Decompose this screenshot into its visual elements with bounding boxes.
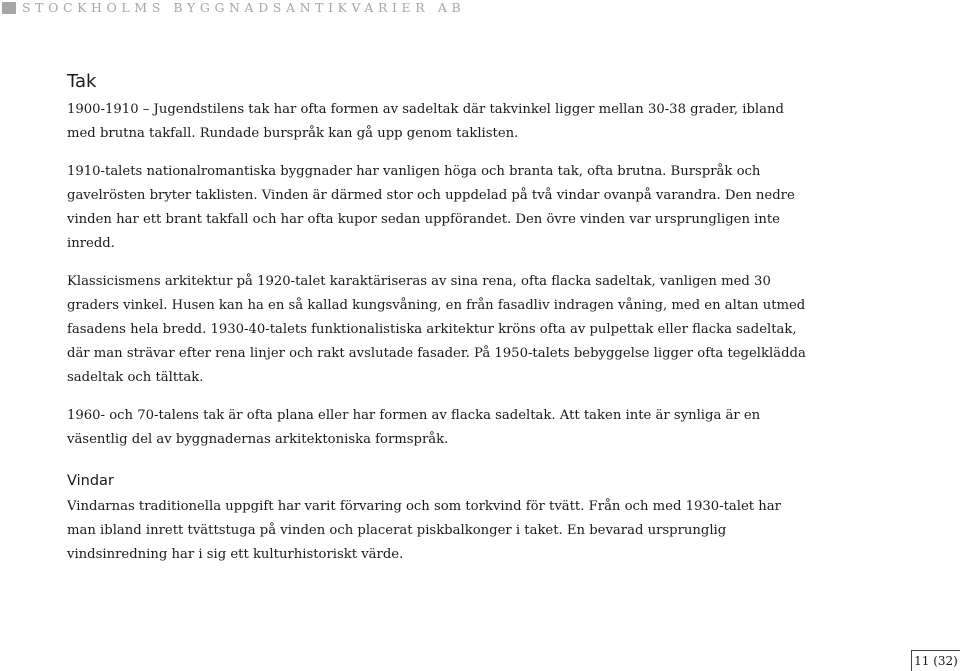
text-line: gavelrösten bryter taklisten. Vinden är därmed stor och uppdelad på två vindar ovanpå varandra. Den nedre — [67, 188, 795, 203]
text-line: 1910-talets nationalromantiska byggnader har vanligen höga och branta tak, ofta brutna. Burspråk och — [67, 164, 761, 179]
paragraph-1960-70 — [67, 404, 761, 452]
page-number: 11 (32) — [911, 650, 960, 671]
paragraph-klassicism — [67, 270, 806, 390]
text-line: sadeltak och tälttak. — [67, 370, 204, 385]
header-square-icon — [2, 2, 16, 14]
text-line: Klassicismens arkitektur på 1920-talet karaktäriseras av sina rena, ofta flacka sadeltak, vanligen med 30 — [67, 274, 771, 289]
document-body — [67, 70, 806, 567]
section-title-tak: Tak — [67, 71, 97, 92]
text-line: 1900-1910 – Jugendstilens tak har ofta formen av sadeltak där takvinkel ligger mellan 30-38 grader, ibland — [67, 102, 784, 117]
paragraph-jugend — [67, 98, 784, 146]
text-line: inredd. — [67, 236, 115, 251]
text-line: med brutna takfall. Rundade burspråk kan gå upp genom taklisten. — [67, 126, 519, 141]
text-line: vindsinredning har i sig ett kulturhistoriskt värde. — [67, 547, 404, 562]
paragraph-nationalromantik — [67, 160, 795, 256]
publisher-name: STOCKHOLMS BYGGNADSANTIKVARIER AB — [22, 0, 466, 15]
text-line: 1960- och 70-talens tak är ofta plana eller har formen av flacka sadeltak. Att taken inte är synliga är en — [67, 408, 761, 423]
text-line: där man strävar efter rena linjer och rakt avslutade fasader. På 1950-talets bebyggelse ligger ofta tegelklädda — [67, 346, 806, 361]
text-line: fasadens hela bredd. 1930-40-talets funktionalistiska arkitektur kröns ofta av pulpettak eller flacka sadeltak, — [67, 322, 797, 337]
paragraph-vindar — [67, 495, 781, 567]
page-header — [0, 0, 465, 16]
text-line: väsentlig del av byggnadernas arkitektoniska formspråk. — [67, 432, 449, 447]
text-line: Vindarnas traditionella uppgift har varit förvaring och som torkvind för tvätt. Från och med 1930-talet har — [67, 499, 781, 514]
section-title-vindar: Vindar — [67, 473, 114, 489]
text-line: man ibland inrett tvättstuga på vinden och placerat piskbalkonger i taket. En bevarad ursprunglig — [67, 523, 727, 538]
text-line: vinden har ett brant takfall och har ofta kupor sedan uppförandet. Den övre vinden var ursprungligen inte — [67, 212, 780, 227]
text-line: graders vinkel. Husen kan ha en så kallad kungsvåning, en från fasadliv indragen våning, med en altan utmed — [67, 298, 806, 313]
